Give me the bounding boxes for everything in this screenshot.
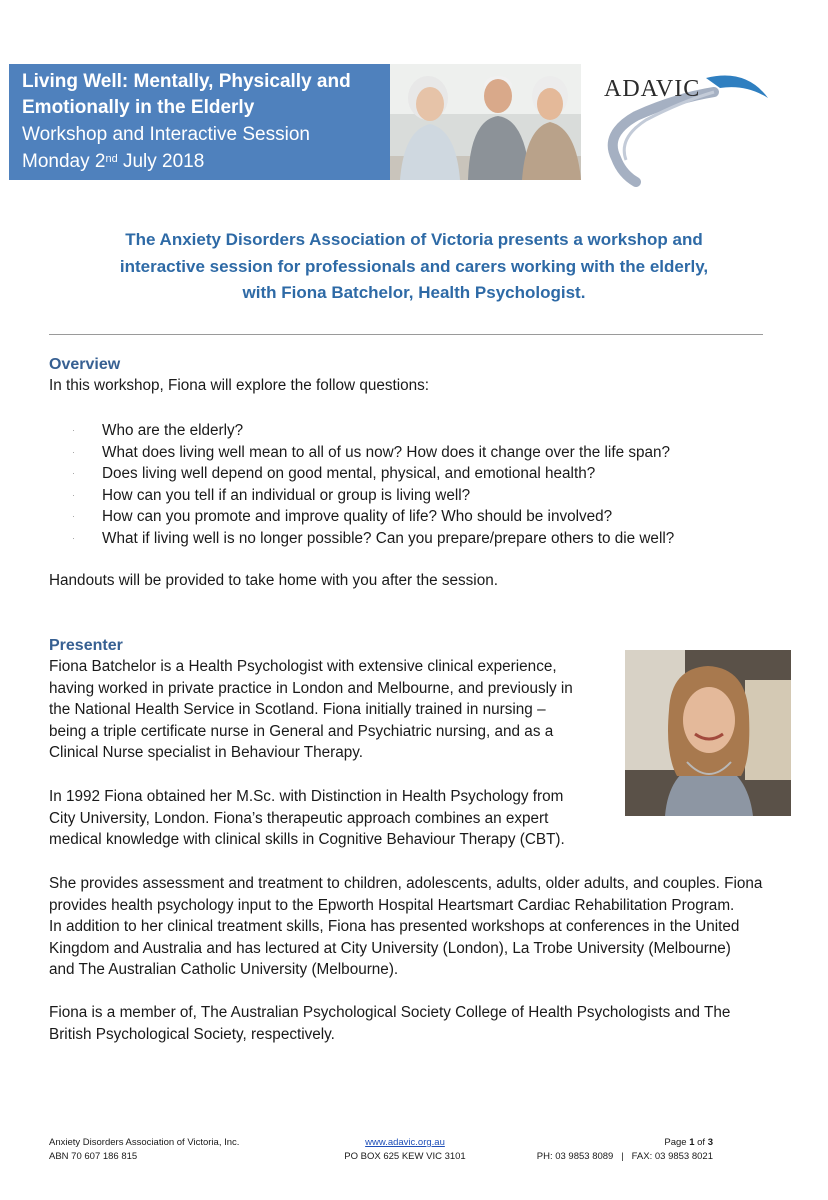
presenter-paragraph-2: In 1992 Fiona obtained her M.Sc. with Distinction in Health Psychology from City University, London. Fiona’s therapeutic approach combines an expert medical knowledge with clinical skills in Cognitive Behaviour Therapy (CBT). [49, 788, 565, 848]
overview-lead: In this workshop, Fiona will explore the follow questions: [49, 377, 430, 394]
overview-heading: Overview [49, 356, 121, 373]
presenter-photo [625, 650, 791, 816]
footer-address: PO BOX 625 KEW VIC 3101 [344, 1151, 466, 1162]
footer-contact [515, 1136, 713, 1164]
presenter-paragraph-3: She provides assessment and treatment to children, adolescents, adults, older adults, and couples. Fiona provides health psychology input to the Epworth Hospital Heartsmart Cardiac Rehabilitation Program. In addition to her clinical treatment skills, Fiona has presented workshops at conferences in the United Kingdom and Australia and has lectured at City University (London), La Trobe University (Melbourne) and The Australian Catholic University (Melbourne). [49, 875, 763, 978]
list-item: · Who are the elderly? [72, 422, 244, 439]
list-item: · What does living well mean to all of us now? How does it change over the life span? [72, 443, 671, 461]
footer-abn: ABN 70 607 186 815 [49, 1151, 138, 1162]
presenter-heading: Presenter [49, 637, 123, 654]
questions-list [70, 420, 674, 549]
website-link[interactable]: www.adavic.org.au [365, 1137, 445, 1148]
intro-statement: The Anxiety Disorders Association of Victoria presents a workshop and interactive session for professionals and carers working with the elderly, with Fiona Batchelor, Health Psychologist. [119, 230, 709, 302]
list-item: · What if living well is no longer possible? Can you prepare/prepare others to die well? [72, 529, 675, 547]
title-line-2: Emotionally in the Elderly [22, 97, 255, 118]
title-line-1: Living Well: Mentally, Physically and [22, 71, 351, 92]
presenter-paragraph-1: Fiona Batchelor is a Health Psychologist with extensive clinical experience, having worked in private practice in London and Melbourne, and previously in the National Health Service in Scotland. Fiona initially trained in nursing – being a triple certificate nurse in General and Psychiatric nursing, and as a Clinical Nurse specialist in Behaviour Therapy. [49, 658, 573, 761]
list-item: · How can you promote and improve quality of life? Who should be involved? [72, 508, 613, 525]
list-item: · How can you tell if an individual or group is living well? [72, 486, 471, 504]
footer-org-name: Anxiety Disorders Association of Victoria, Inc. [49, 1137, 240, 1148]
banner-subtitle: Workshop and Interactive Session [22, 124, 310, 145]
banner-date: Monday 2nd July 2018 [22, 151, 205, 172]
footer-phone-fax: PH: 03 9853 8089 | FAX: 03 9853 8021 [536, 1151, 713, 1162]
elderly-group-photo [390, 64, 581, 180]
handouts-note: Handouts will be provided to take home with you after the session. [49, 572, 498, 589]
adavic-logo-text: ADAVIC [604, 76, 701, 102]
footer-web-address [340, 1136, 470, 1164]
list-item: · Does living well depend on good mental, physical, and emotional health? [72, 465, 596, 482]
title-banner [9, 64, 390, 180]
presenter-paragraph-4: Fiona is a member of, The Australian Psychological Society College of Health Psychologists and The British Psychological Society, respectively. [49, 1004, 731, 1043]
page-number: Page 1 of 3 [664, 1137, 713, 1148]
footer-organisation [49, 1136, 239, 1164]
section-divider [49, 334, 763, 335]
